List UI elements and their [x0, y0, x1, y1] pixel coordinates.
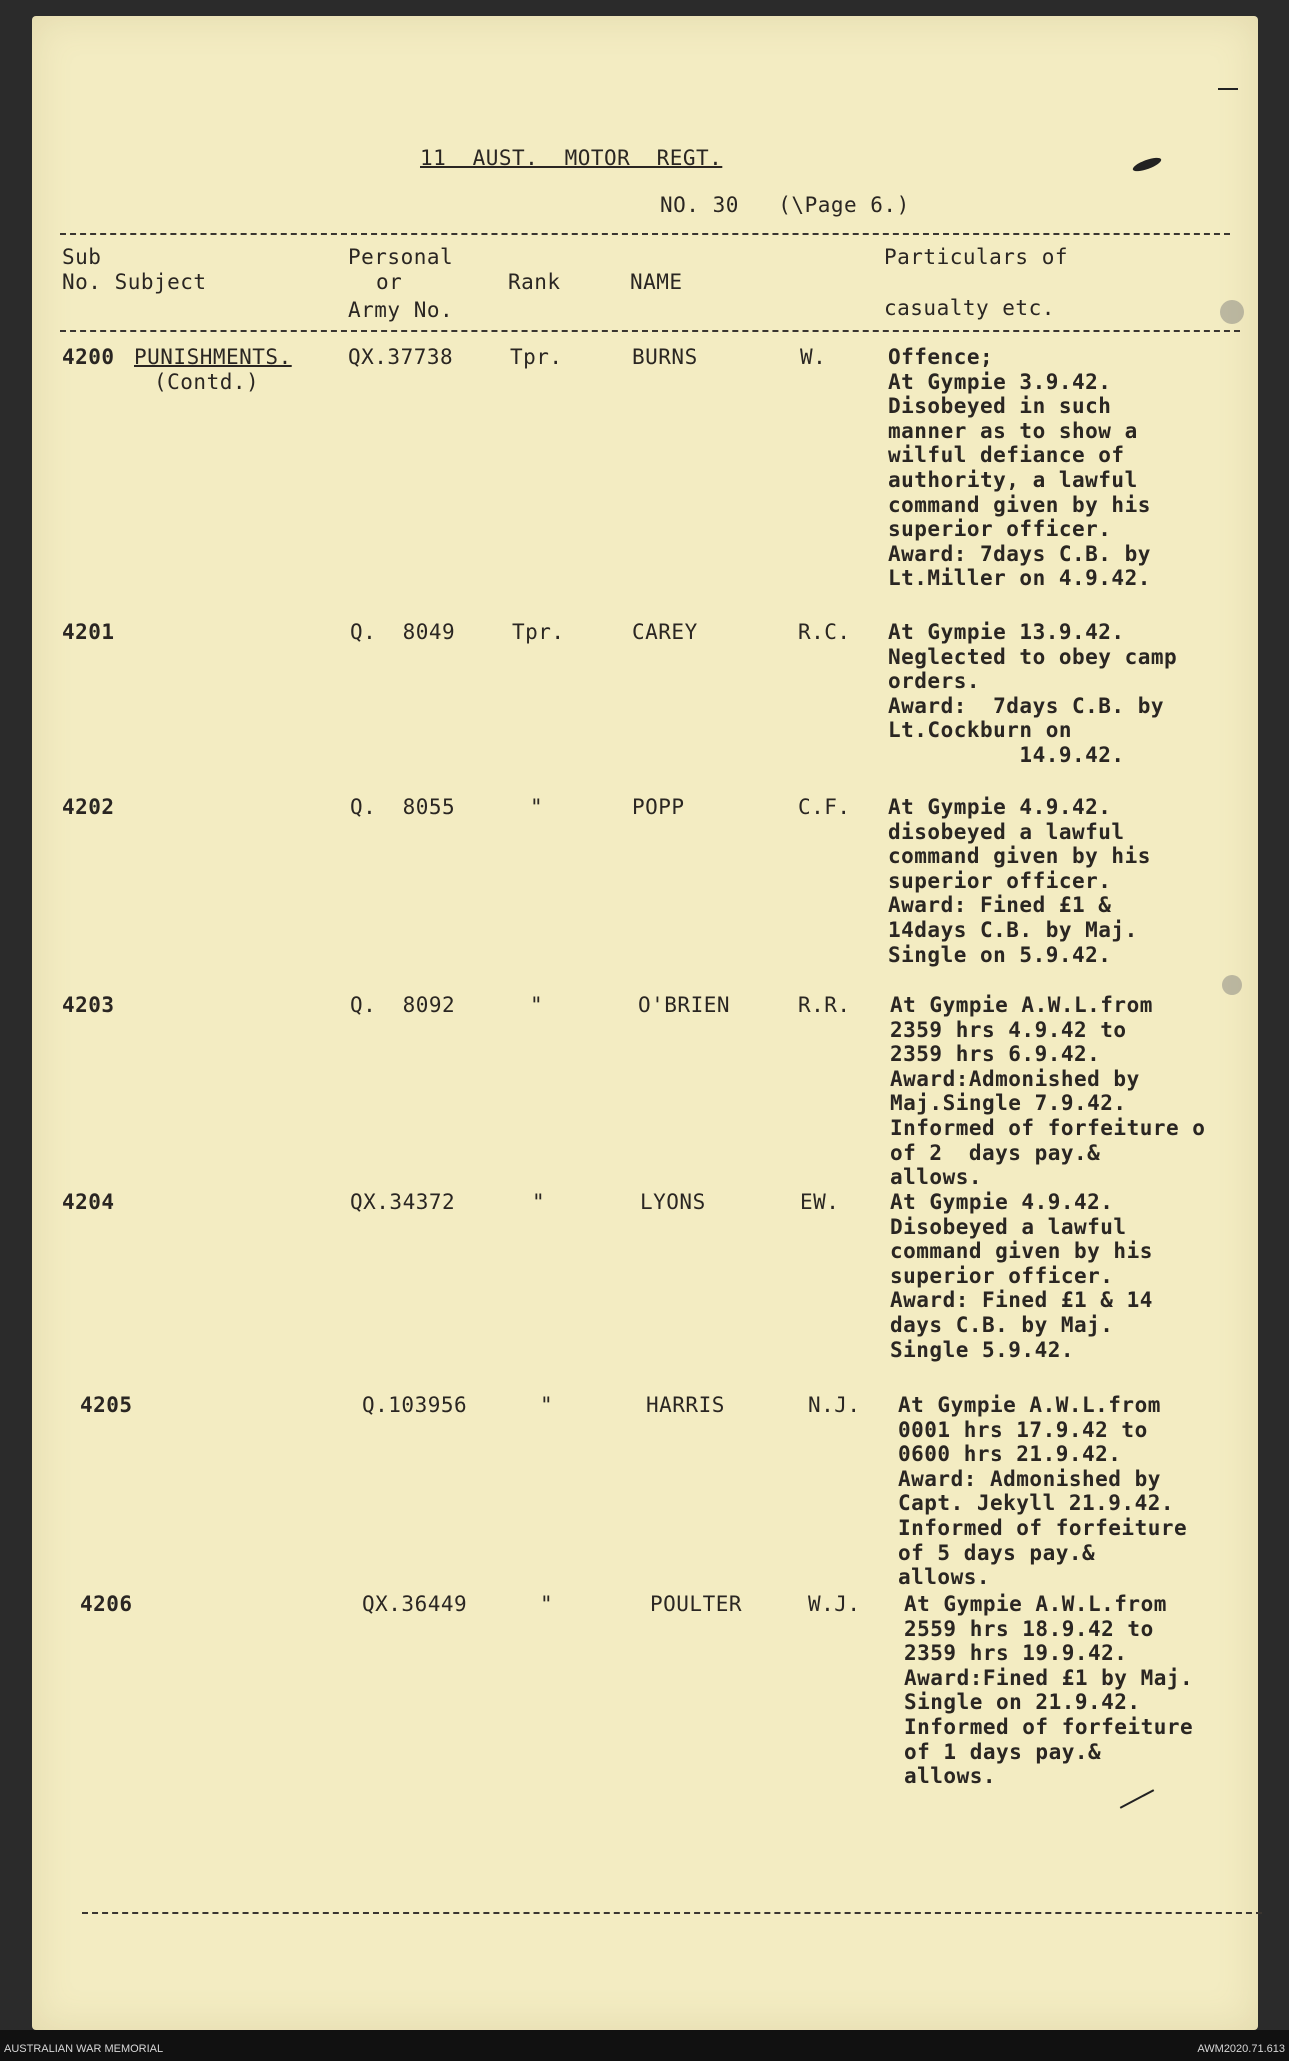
entry-particulars-line: of 5 days pay.& — [898, 1540, 1096, 1565]
entry-particulars-line: At Gympie 4.9.42. — [890, 1190, 1114, 1214]
footer-accession: AWM2020.71.613 — [1197, 2043, 1285, 2055]
entry-initials: N.J. — [808, 1393, 861, 1417]
entry-surname: LYONS — [640, 1190, 706, 1214]
entry-particulars-line: Single 5.9.42. — [890, 1337, 1075, 1362]
entry-particulars-line: Offence; — [888, 345, 994, 369]
entry-number: 4206 — [80, 1592, 133, 1616]
entry-army-no: QX.36449 — [362, 1592, 468, 1616]
entry-particulars-line: At Gympie 3.9.42. — [888, 369, 1112, 394]
entry-number: 4205 — [80, 1393, 133, 1417]
entry-particulars-line: orders. — [888, 669, 981, 694]
entry-initials: W. — [800, 345, 827, 369]
entry-particulars-line: allows. — [890, 1165, 983, 1190]
entry-particulars-line: superior officer. — [890, 1263, 1114, 1288]
entry-particulars-line: manner as to show a — [888, 418, 1138, 443]
subject-title: PUNISHMENTS. — [134, 345, 292, 369]
col-personal: Personal — [348, 245, 454, 269]
entry-rank: Tpr. — [510, 345, 563, 369]
entry-rank: " — [532, 1190, 546, 1214]
entry-number: 4204 — [62, 1190, 115, 1214]
entry-particulars-line: At Gympie 4.9.42. — [888, 795, 1112, 819]
entry-rank: Tpr. — [512, 620, 565, 644]
entry-surname: O'BRIEN — [638, 993, 731, 1017]
entry-number: 4200 — [62, 345, 115, 369]
entry-particulars-line: days C.B. by Maj. — [890, 1313, 1114, 1337]
paper-smudge — [1220, 300, 1244, 324]
entry-surname: HARRIS — [646, 1393, 725, 1417]
entry-particulars-line: command given by his — [890, 1239, 1153, 1264]
col-army-no: Army No. — [348, 298, 454, 322]
entry-surname: POULTER — [650, 1592, 743, 1616]
entry-particulars-line: of 1 days pay.& — [904, 1739, 1102, 1764]
entry-particulars-line: allows. — [898, 1565, 991, 1590]
entry-particulars-line: 0600 hrs 21.9.42. — [898, 1442, 1122, 1467]
entry-rank: " — [540, 1393, 554, 1417]
entry-particulars-line: Award: Fined £1 & 14 — [890, 1288, 1153, 1313]
col-no-subject: No. Subject — [62, 270, 207, 294]
archive-footer — [0, 2030, 1289, 2061]
entry-rank: " — [530, 993, 544, 1017]
entry-particulars-line: superior officer. — [888, 868, 1112, 893]
entry-particulars-line: command given by his — [888, 492, 1151, 517]
entry-initials: C.F. — [798, 795, 851, 819]
bottom-rule — [82, 1912, 1262, 1914]
entry-particulars-line: allows. — [904, 1764, 997, 1789]
entry-army-no: Q.103956 — [362, 1393, 468, 1417]
entry-number: 4201 — [62, 620, 115, 644]
col-particulars: Particulars of — [884, 245, 1069, 269]
entry-particulars-line: Award:Admonished by — [890, 1066, 1140, 1091]
entry-particulars-line: command given by his — [888, 844, 1151, 869]
entry-particulars-line: Neglected to obey camp — [888, 644, 1178, 669]
entry-rank: " — [540, 1592, 554, 1616]
entry-particulars-line: 2359 hrs 19.9.42. — [904, 1641, 1128, 1666]
entry-particulars-line: Informed of forfeiture — [904, 1715, 1194, 1739]
entry-number: 4203 — [62, 993, 115, 1017]
entry-particulars-line: At Gympie A.W.L.from — [904, 1592, 1167, 1616]
entry-army-no: Q. 8055 — [350, 795, 456, 819]
entry-particulars-line: Disobeyed in such — [888, 394, 1112, 419]
entry-particulars-line: Award:Fined £1 by Maj. — [904, 1665, 1194, 1690]
entry-particulars-line: 14days C.B. by Maj. — [888, 918, 1138, 942]
entry-initials: EW. — [800, 1190, 840, 1214]
entry-particulars-line: At Gympie A.W.L.from — [898, 1393, 1161, 1417]
order-number: NO. 30 (\Page 6.) — [660, 193, 910, 217]
entry-particulars-line: Capt. Jekyll 21.9.42. — [898, 1491, 1175, 1516]
entry-particulars-line: Award: Admonished by — [898, 1466, 1161, 1491]
entry-particulars-line: Lt.Cockburn on — [888, 718, 1073, 743]
entry-particulars-line: of 2 days pay.& — [890, 1140, 1101, 1165]
ink-dash-mark — [1218, 88, 1238, 90]
entry-particulars-line: At Gympie 13.9.42. — [888, 620, 1125, 644]
entry-surname: CAREY — [632, 620, 698, 644]
entry-particulars-line: disobeyed a lawful — [888, 819, 1125, 844]
entry-particulars-line: 0001 hrs 17.9.42 to — [898, 1417, 1148, 1442]
entry-initials: R.C. — [798, 620, 851, 644]
entry-particulars-line: 2559 hrs 18.9.42 to — [904, 1616, 1154, 1641]
entry-army-no: QX.37738 — [348, 345, 454, 369]
subject-contd: (Contd.) — [154, 370, 260, 394]
entry-particulars-line: superior officer. — [888, 517, 1112, 542]
entry-particulars-line: 14.9.42. — [888, 743, 1125, 767]
entry-particulars-line: 2359 hrs 6.9.42. — [890, 1042, 1101, 1067]
col-sub: Sub — [62, 245, 102, 269]
entry-particulars-line: Informed of forfeiture o — [890, 1116, 1206, 1140]
entry-particulars-line: At Gympie A.W.L.from — [890, 993, 1153, 1017]
entry-initials: W.J. — [808, 1592, 861, 1616]
entry-particulars-line: authority, a lawful — [888, 468, 1138, 492]
entry-army-no: QX.34372 — [350, 1190, 456, 1214]
footer-source: AUSTRALIAN WAR MEMORIAL — [4, 2043, 164, 2055]
entry-surname: BURNS — [632, 345, 698, 369]
entry-particulars-line: Award: Fined £1 & — [888, 893, 1112, 918]
entry-number: 4202 — [62, 795, 115, 819]
header-rule-bottom — [60, 330, 1240, 332]
header-rule-top — [60, 233, 1230, 235]
entry-rank: " — [530, 795, 544, 819]
entry-particulars-line: Disobeyed a lawful — [890, 1214, 1127, 1239]
col-name: NAME — [630, 270, 683, 294]
entry-particulars-line: Maj.Single 7.9.42. — [890, 1091, 1127, 1116]
entry-particulars-line: Lt.Miller on 4.9.42. — [888, 566, 1151, 591]
paper-smudge — [1222, 975, 1242, 995]
entry-surname: POPP — [632, 795, 685, 819]
entry-particulars-line: 2359 hrs 4.9.42 to — [890, 1017, 1127, 1042]
col-casualty: casualty etc. — [884, 296, 1055, 320]
entry-particulars-line: Single on 5.9.42. — [888, 942, 1112, 967]
entry-particulars-line: Informed of forfeiture — [898, 1516, 1188, 1540]
col-rank: Rank — [508, 270, 561, 294]
entry-initials: R.R. — [798, 993, 851, 1017]
unit-title: 11 AUST. MOTOR REGT. — [420, 146, 723, 170]
entry-particulars-line: wilful defiance of — [888, 443, 1125, 468]
entry-particulars-line: Award: 7days C.B. by — [888, 693, 1165, 718]
entry-particulars-line: Single on 21.9.42. — [904, 1690, 1141, 1715]
entry-particulars-line: Award: 7days C.B. by — [888, 541, 1151, 566]
entry-army-no: Q. 8049 — [350, 620, 456, 644]
entry-army-no: Q. 8092 — [350, 993, 456, 1017]
col-or: or — [376, 270, 403, 294]
